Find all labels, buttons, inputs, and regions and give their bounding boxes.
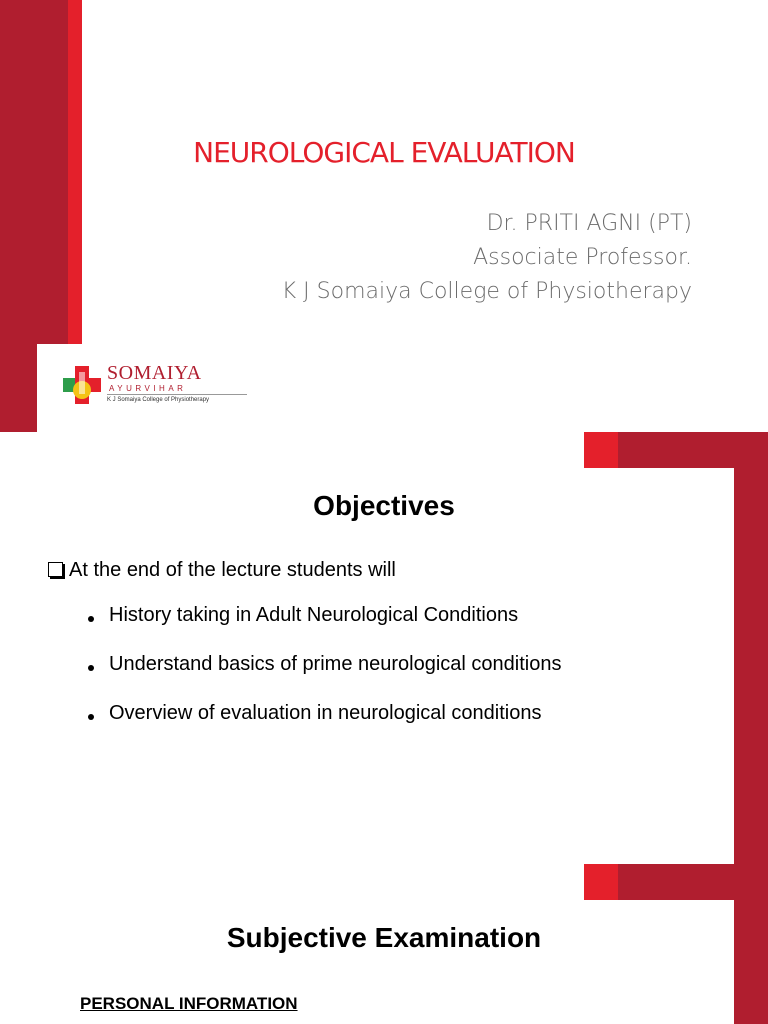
logo-college-name: K J Somaiya College of Physiotherapy [107, 397, 210, 403]
right-accent-block-bright [584, 864, 618, 900]
objectives-list [84, 604, 561, 751]
right-accent-block-dark [618, 432, 768, 468]
right-accent-bar-dark [734, 900, 768, 1024]
personal-information-subheading: PERSONAL INFORMATION [80, 994, 298, 1013]
right-accent-bar-dark [734, 468, 768, 864]
objectives-heading: Objectives [313, 490, 455, 521]
author-position: Associate Professor. [473, 245, 692, 270]
right-accent-block-dark [618, 864, 768, 900]
objectives-lead [48, 559, 396, 582]
subjective-slide [0, 864, 768, 1024]
list-item: Understand basics of prime neurological conditions [84, 653, 561, 702]
author-block [282, 207, 692, 309]
somaiya-cross-icon [61, 364, 103, 406]
objectives-lead-text: At the end of the lecture students will [69, 559, 396, 581]
subjective-heading: Subjective Examination [226, 922, 542, 953]
logo-divider [107, 394, 247, 395]
slide-title: NEUROLOGICAL EVALUATION [193, 136, 575, 169]
list-item: History taking in Adult Neurological Conditions [84, 604, 561, 653]
logo-brand-sub: AYURVIHAR [109, 384, 187, 393]
title-slide [0, 0, 768, 432]
objectives-slide [0, 432, 768, 864]
checkbox-bullet-icon [48, 562, 63, 577]
author-name: Dr. PRITI AGNI (PT) [486, 211, 692, 236]
list-item: Overview of evaluation in neurological conditions [84, 702, 561, 751]
right-accent-block-bright [584, 432, 618, 468]
author-institution: K J Somaiya College of Physiotherapy [281, 279, 692, 304]
somaiya-logo [37, 344, 251, 432]
logo-brand-name: SOMAIYA [107, 362, 202, 384]
